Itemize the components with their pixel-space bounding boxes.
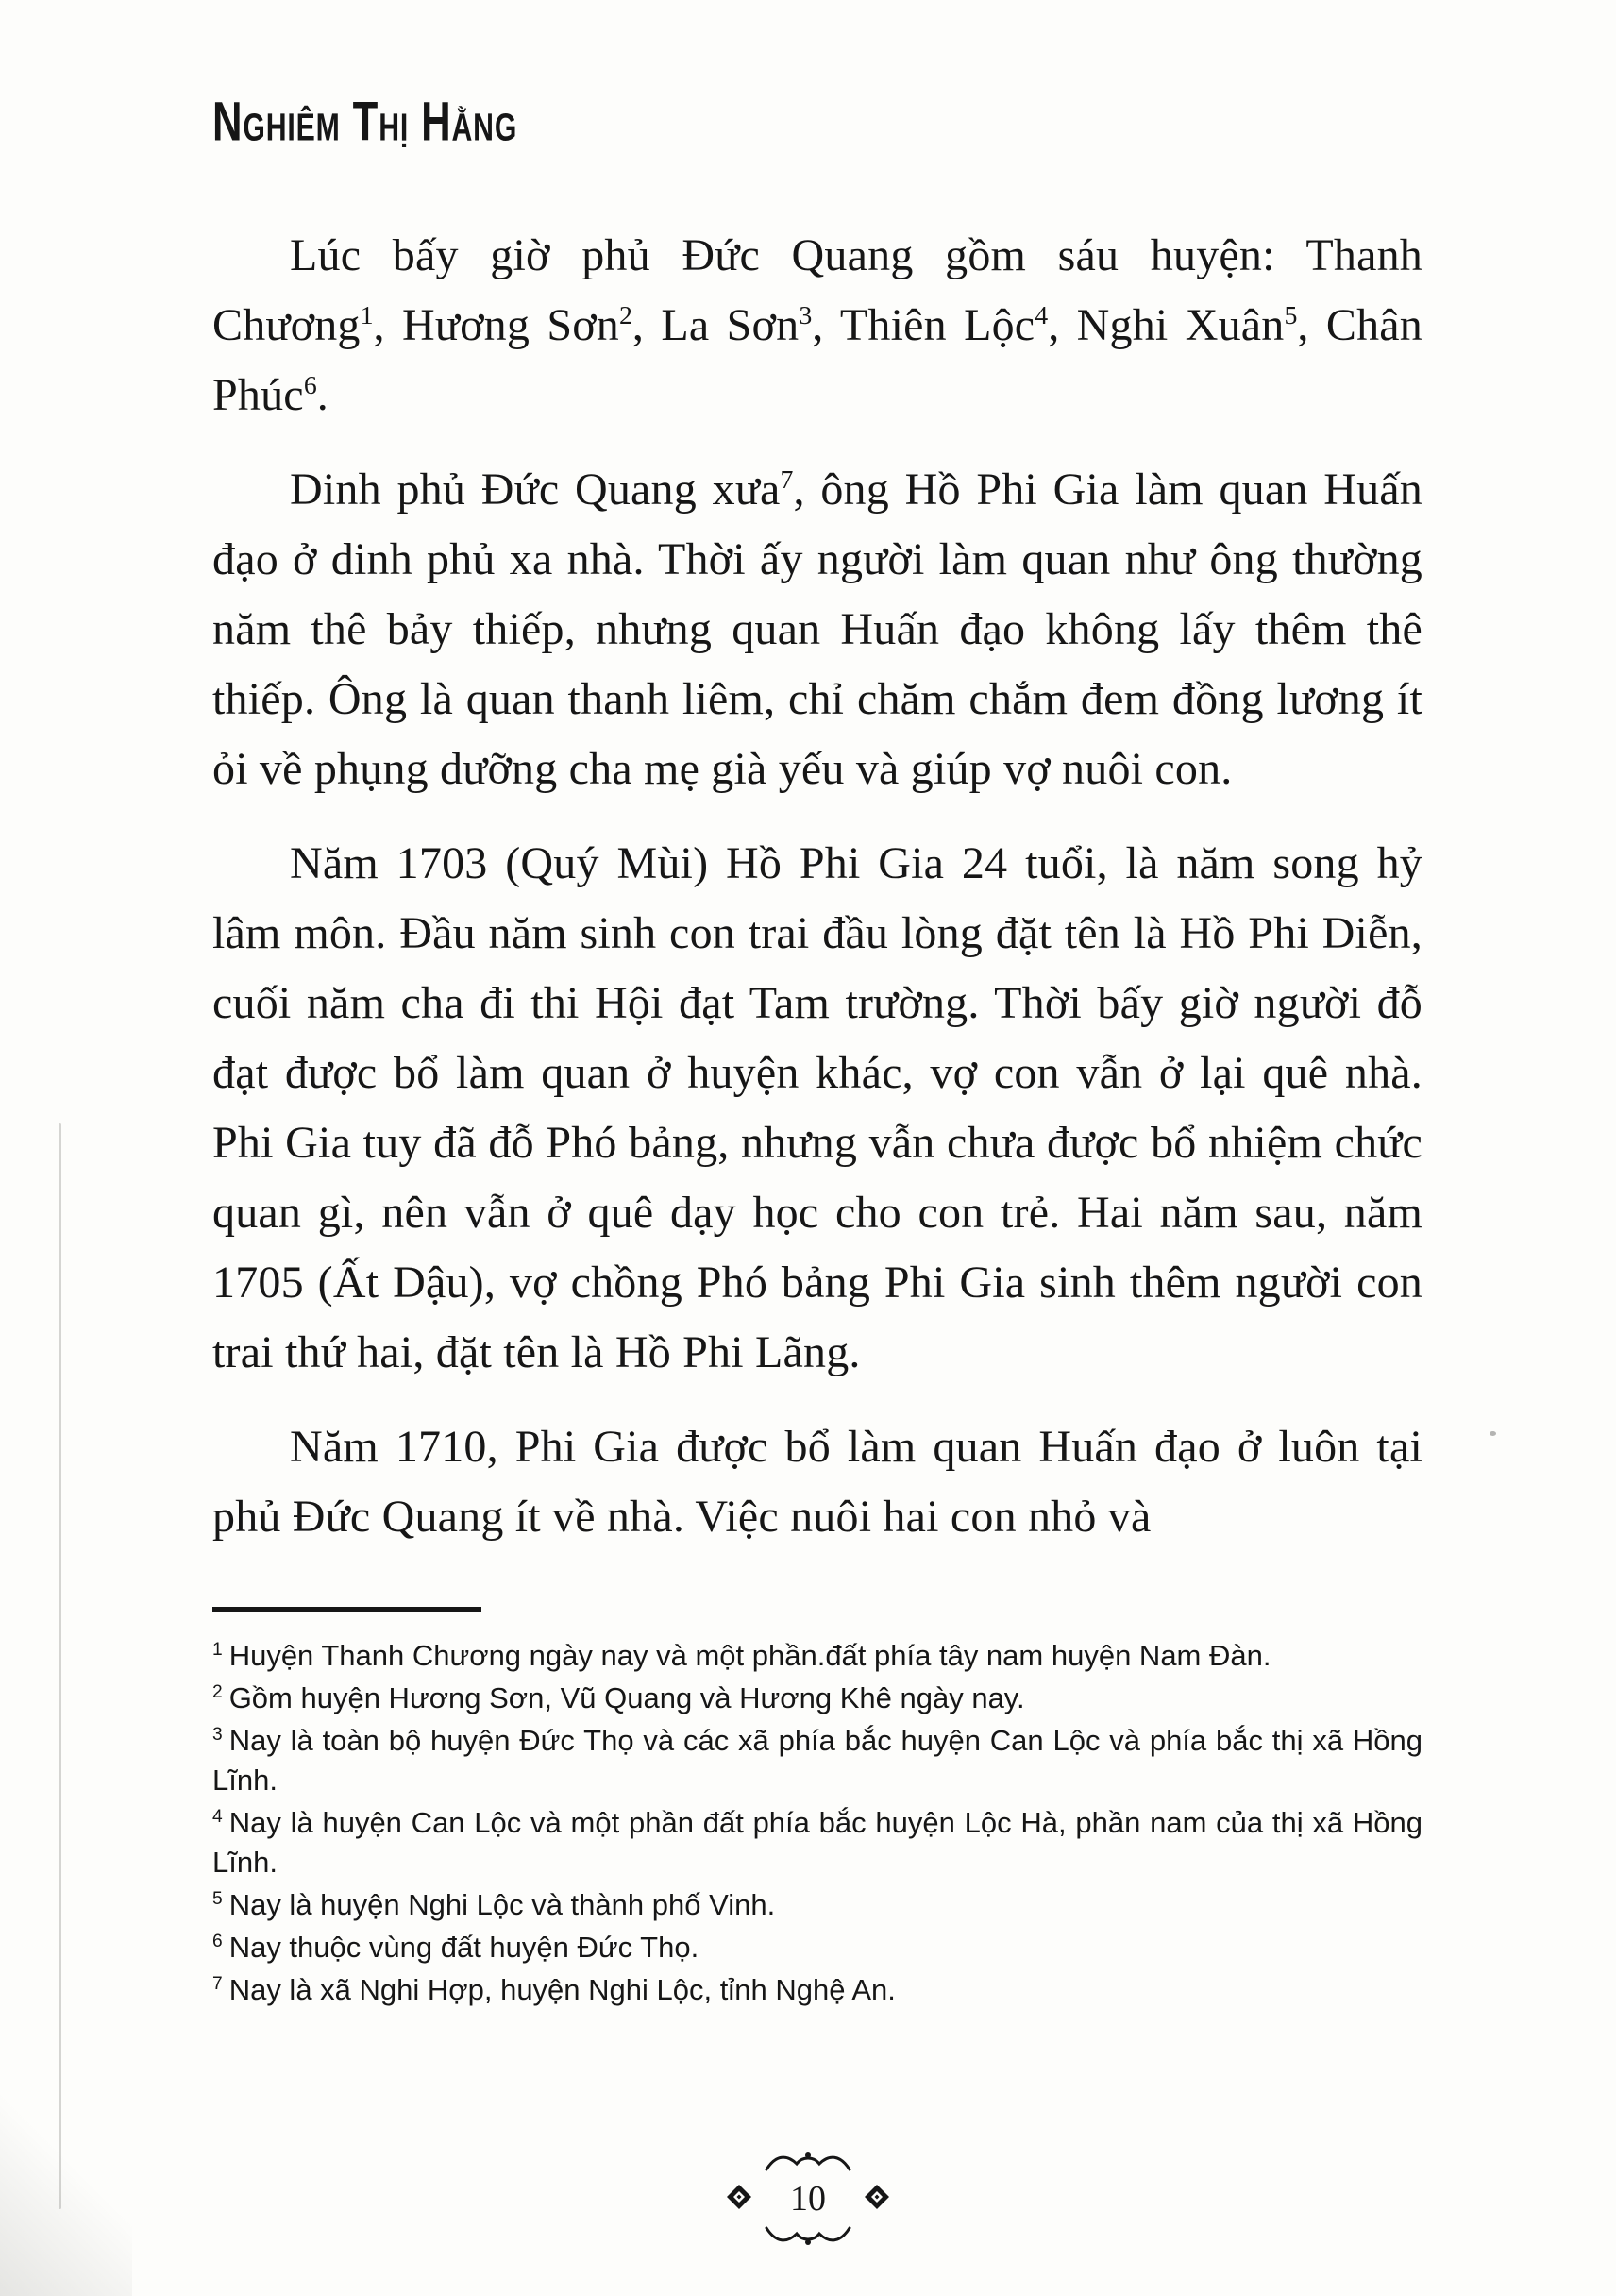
- footnote-text: Gồm huyện Hương Sơn, Vũ Quang và Hương Khê ngày nay.: [228, 1681, 1025, 1714]
- footnotes-section: [212, 1636, 1422, 2010]
- diamond-right-icon: [863, 2183, 891, 2216]
- footnote-reference: 5: [1284, 301, 1298, 330]
- footnote-number: 2: [212, 1681, 223, 1702]
- footnote: [212, 1679, 1422, 1718]
- author-header: Nghiêm Thị Hằng: [212, 92, 518, 154]
- footnote-reference: 7: [780, 465, 794, 495]
- footnote-divider: [212, 1607, 481, 1612]
- flourish-bottom-icon: [763, 2221, 853, 2247]
- footnote: [212, 1721, 1422, 1800]
- footnote-reference: 3: [799, 301, 813, 330]
- footnote-text: Huyện Thanh Chương ngày nay và một phần.đất phía tây nam huyện Nam Đàn.: [228, 1639, 1271, 1672]
- flourish-top-icon: [763, 2151, 853, 2176]
- footnote-text: Nay là huyện Nghi Lộc và thành phố Vinh.: [228, 1888, 776, 1921]
- footnote: [212, 1885, 1422, 1925]
- scan-artifact-speck: [1490, 1431, 1496, 1436]
- paragraph: Dinh phủ Đức Quang xưa$^7$, ông Hồ Phi Gia làm quan Huấn đạo ở dinh phủ xa nhà. Thời ấy người làm quan như ông thường năm thê bảy thiếp, nhưng quan Huấn đạo không lấy thêm thê thiếp. Ông là quan thanh liêm, chỉ chăm chắm đem đồng lương ít ỏi về phụng dưỡng cha mẹ già yếu và giúp vợ nuôi con.: [212, 464, 1422, 794]
- scan-artifact-edge-line: [59, 1123, 61, 2209]
- footnote-text: Nay là toàn bộ huyện Đức Thọ và các xã phía bắc huyện Can Lộc và phía bắc thị xã Hồng Lĩnh.: [212, 1724, 1422, 1797]
- footnote-number: 7: [212, 1973, 223, 1994]
- footnote-reference: 6: [303, 371, 317, 400]
- footnote-reference: 4: [1035, 301, 1049, 330]
- footnote: [212, 1636, 1422, 1676]
- footnote-text: Nay thuộc vùng đất huyện Đức Thọ.: [228, 1931, 699, 1964]
- paragraph: Lúc bấy giờ phủ Đức Quang gồm sáu huyện: Thanh Chương$^1$, Hương Sơn$^2$, La Sơn$^3$, Thiên Lộc$^4$, Nghi Xuân$^5$, Chân Phúc$^6$.: [212, 230, 1422, 420]
- footnote-reference: 1: [360, 301, 374, 330]
- paragraph: Năm 1710, Phi Gia được bổ làm quan Huấn đạo ở luôn tại phủ Đức Quang ít về nhà. Việc nuôi hai con nhỏ và: [212, 1422, 1422, 1542]
- footnote-reference: 2: [619, 301, 632, 330]
- paragraph: Năm 1703 (Quý Mùi) Hồ Phi Gia 24 tuổi, là năm song hỷ lâm môn. Đầu năm sinh con trai đầu lòng đặt tên là Hồ Phi Diễn, cuối năm cha đi thi Hội đạt Tam trường. Thời bấy giờ người đỗ đạt được bổ làm quan ở huyện khác, vợ con vẫn ở lại quê nhà. Phi Gia tuy đã đỗ Phó bảng, nhưng vẫn chưa được bổ nhiệm chức quan gì, nên vẫn ở quê dạy học cho con trẻ. Hai năm sau, năm 1705 (Ất Dậu), vợ chồng Phó bảng Phi Gia sinh thêm người con trai thứ hai, đặt tên là Hồ Phi Lãng.: [212, 838, 1422, 1377]
- page-number: 10: [790, 2179, 826, 2219]
- footnote-number: 3: [212, 1724, 223, 1745]
- footnote: [212, 1803, 1422, 1882]
- diamond-left-icon: [725, 2183, 753, 2216]
- footnote-text: Nay là huyện Can Lộc và một phần đất phía bắc huyện Lộc Hà, phần nam của thị xã Hồng Lĩnh.: [212, 1806, 1422, 1879]
- page-footer: [0, 2151, 1616, 2247]
- body-paragraphs: [212, 221, 1422, 1552]
- footnote: [212, 1928, 1422, 1967]
- page-number-block: [763, 2151, 853, 2247]
- footnote-number: 5: [212, 1888, 223, 1909]
- footnote-number: 1: [212, 1639, 223, 1660]
- footnote-number: 4: [212, 1806, 223, 1827]
- footnote-text: Nay là xã Nghi Hợp, huyện Nghi Lộc, tỉnh Nghệ An.: [228, 1973, 896, 2006]
- page-number-ornament: [725, 2151, 891, 2247]
- footnote: [212, 1970, 1422, 2010]
- footnote-number: 6: [212, 1931, 223, 1951]
